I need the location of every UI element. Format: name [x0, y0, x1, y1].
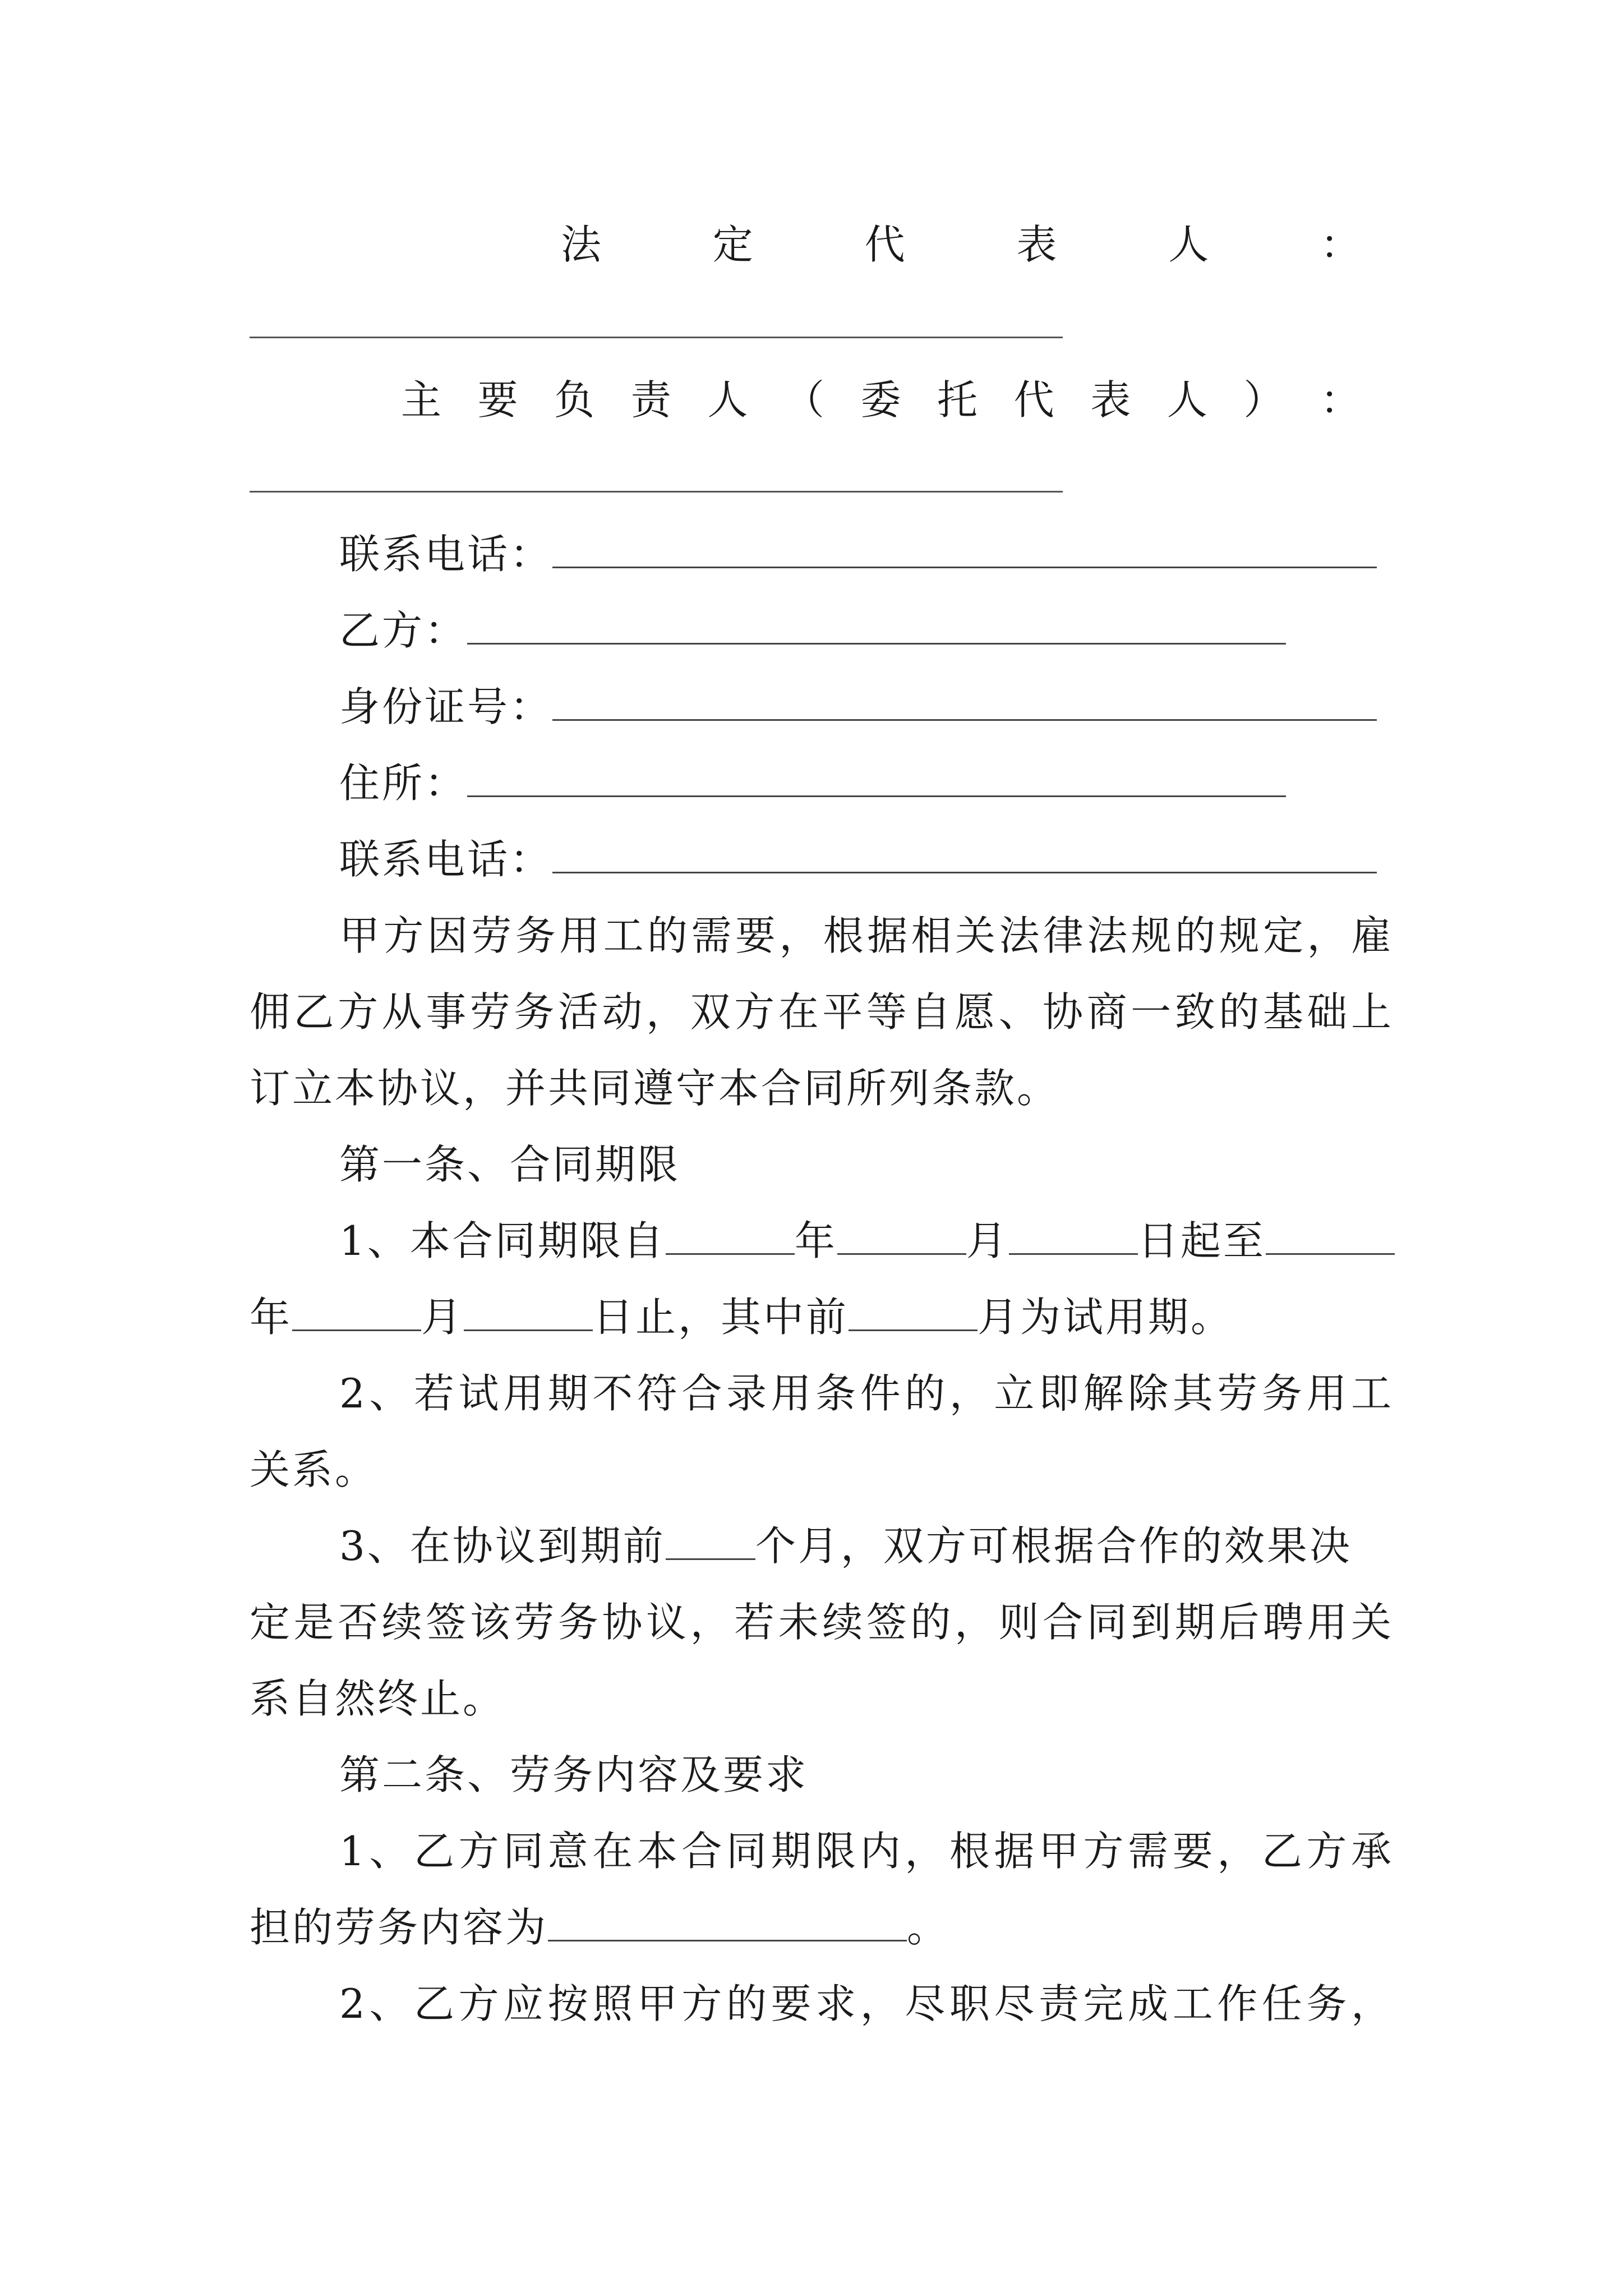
heading-char: 代 [1013, 376, 1057, 424]
clause-text: 3、在协议到期前 [339, 1522, 666, 1570]
article-2-title: 第二条、劳务内容及要求 [339, 1751, 809, 1798]
heading-char: 法 [561, 221, 604, 268]
party-b-phone-row [250, 821, 1394, 898]
intro-line-2: 佣乙方从事劳务活动，双方在平等自愿、协商一致的基础上 [250, 988, 1394, 1036]
start-month-blank [837, 1214, 966, 1255]
start-year-blank [666, 1214, 795, 1255]
clause-text: 担的劳务内容为 [250, 1904, 548, 1951]
article-1-clause-2-line-1: 2、若试用期不符合录用条件的，立即解除其劳务用工 [339, 1370, 1394, 1417]
heading-char: （ [783, 376, 827, 424]
party-b-phone-blank [552, 832, 1377, 873]
heading-char: 要 [477, 376, 520, 424]
party-b-id-blank [552, 680, 1377, 721]
heading-char: ： [1320, 221, 1363, 268]
renewal-months-blank [666, 1519, 755, 1560]
clause-text: 月 [421, 1294, 464, 1341]
trial-months-blank [849, 1290, 978, 1331]
party-b-id-row [250, 669, 1394, 745]
heading-char: ） [1243, 376, 1287, 424]
start-day-blank [1009, 1214, 1138, 1255]
heading-char: 主 [401, 376, 444, 424]
heading-char: 人 [707, 376, 750, 424]
article-1-clause-1-line-1 [250, 1203, 1394, 1279]
end-day-blank [464, 1290, 593, 1331]
party-b-row [250, 592, 1394, 669]
article-1-clause-3-line-1 [250, 1508, 1394, 1584]
party-b-phone-label: 联系电话： [339, 836, 553, 883]
party-a-phone-label: 联系电话： [339, 531, 553, 578]
party-b-id-label: 身份证号： [339, 683, 553, 730]
heading-char: 责 [630, 376, 674, 424]
clause-text: 。 [907, 1904, 950, 1951]
heading-char: 负 [554, 376, 597, 424]
clause-text: 个月，双方可根据合作的效果决 [755, 1522, 1352, 1570]
heading-char: 人 [1168, 221, 1211, 268]
clause-text: 日止，其中前 [593, 1294, 849, 1341]
article-1-clause-3-line-2: 定是否续签该劳务协议，若未续签的，则合同到期后聘用关 [250, 1599, 1394, 1646]
heading-char: 人 [1166, 376, 1210, 424]
article-1-title: 第一条、合同期限 [339, 1141, 681, 1188]
main-responsible-blank [250, 491, 1063, 493]
party-a-phone-blank [552, 527, 1377, 568]
end-month-blank [292, 1290, 421, 1331]
heading-char: 定 [712, 221, 755, 268]
party-b-address-blank [467, 756, 1286, 797]
clause-text: 年 [250, 1294, 293, 1341]
heading-char: 托 [937, 376, 980, 424]
heading-char: 代 [864, 221, 907, 268]
party-b-blank [467, 604, 1286, 645]
party-b-label: 乙方： [339, 607, 468, 654]
heading-char: 表 [1090, 376, 1133, 424]
heading-char: 委 [860, 376, 903, 424]
heading-char: 表 [1016, 221, 1059, 268]
intro-line-3: 订立本协议，并共同遵守本合同所列条款。 [250, 1065, 1060, 1112]
clause-text: 月 [966, 1217, 1009, 1264]
clause-text: 1、本合同期限自 [339, 1217, 666, 1264]
article-2-clause-1-line-1: 1、乙方同意在本合同期限内，根据甲方需要，乙方承 [339, 1828, 1394, 1875]
end-year-blank [1266, 1214, 1395, 1255]
intro-line-1: 甲方因劳务用工的需要，根据相关法律法规的规定，雇 [339, 912, 1394, 959]
legal-representative-label [561, 206, 1363, 283]
article-2-clause-1-line-2 [250, 1889, 1394, 1966]
party-b-address-label: 住所： [339, 760, 468, 807]
party-a-phone-row [250, 516, 1394, 592]
clause-text: 月为试用期。 [978, 1294, 1234, 1341]
article-1-clause-2-line-2: 关系。 [250, 1446, 378, 1493]
clause-text: 日起至 [1137, 1217, 1266, 1264]
clause-text: 年 [794, 1217, 837, 1264]
article-1-clause-3-line-3: 系自然终止。 [250, 1675, 506, 1722]
service-content-blank [548, 1901, 907, 1941]
article-2-clause-2-line-1: 2、乙方应按照甲方的要求，尽职尽责完成工作任务， [339, 1980, 1394, 2027]
heading-char: ： [1320, 376, 1363, 424]
main-responsible-label [401, 362, 1363, 438]
party-b-address-row [250, 745, 1394, 821]
legal-representative-blank [250, 337, 1063, 338]
article-1-clause-1-line-2 [250, 1279, 1394, 1355]
